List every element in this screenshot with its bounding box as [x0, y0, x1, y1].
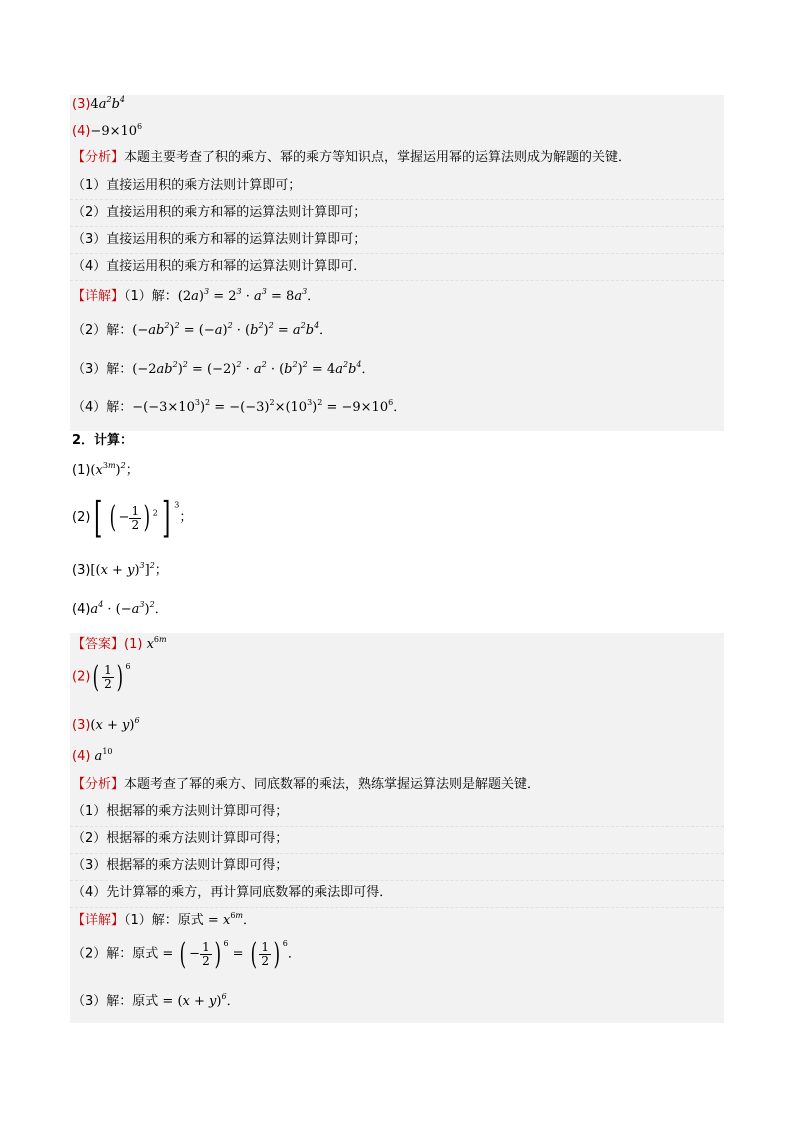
fraction: $\frac{1}{2}$	[202, 940, 210, 968]
paren-right: )	[273, 936, 281, 972]
q2-analysis-item: （1）根据幂的乘方法则计算即可得；	[72, 804, 289, 819]
answer-label: (2)	[72, 669, 91, 685]
answer-expr: $4a^2b^4$	[90, 95, 125, 112]
q2-analysis	[72, 776, 540, 794]
bracket-left: [	[94, 493, 103, 542]
fraction: $\frac{1}{2}$	[131, 503, 140, 532]
q1-answer-3	[72, 96, 125, 114]
separator	[70, 907, 724, 908]
answer-label: (3)	[72, 718, 91, 733]
analysis-tag: 【分析】	[72, 777, 125, 792]
q2-answer-3	[72, 717, 140, 735]
detail-prefix: （1）解：原式	[124, 913, 204, 928]
item-expr: $[(x + y)^3]^2$；	[90, 561, 168, 578]
q1-analysis-item: （2）直接运用积的乘方和幂的运算法则计算即可；	[72, 205, 367, 220]
answer-label: (4)	[72, 749, 91, 764]
q1-analysis-item: （1）直接运用积的乘方法则计算即可；	[72, 178, 302, 193]
detail-prefix: （1）解：	[124, 289, 178, 304]
q2-title: 2．计算：	[72, 433, 134, 448]
detail-expr: $(-2ab^2)^2 = (-2)^2 \cdot a^2 \cdot (b^2)^2 = 4a^2b^4$．	[132, 360, 375, 377]
item-label: (1)	[72, 463, 91, 478]
q2-detail-2: （2）解：原式 = ( − $\frac{1}{2}$ ) $^6$ = ( $\frac{1}{2}$ ) $^6$．	[72, 936, 301, 972]
analysis-text: 本题主要考查了积的乘方、幂的乘方等知识点，掌握运用幂的运算法则成为解题的关键．	[124, 150, 632, 165]
detail-prefix: （2）解：	[72, 323, 133, 338]
q1-answer-4	[72, 123, 142, 141]
q1-detail-1	[72, 288, 320, 306]
answer-label: (4)	[72, 124, 91, 139]
paren-right: )	[214, 936, 221, 972]
detail-expr: = $(x + y)^6$．	[158, 992, 240, 1009]
q2-item-4	[72, 601, 168, 619]
detail-prefix: （3）解：原式	[72, 994, 159, 1009]
answer-expr: $x^{6m}$	[142, 635, 167, 652]
answer-label: (3)	[72, 97, 91, 112]
q1-analysis-item: （4）直接运用积的乘方和幂的运算法则计算即可．	[72, 259, 367, 274]
analysis-tag: 【分析】	[72, 150, 125, 165]
q2-answer-1	[72, 636, 167, 654]
detail-tag: 【详解】	[72, 289, 125, 304]
q1-detail-3	[72, 361, 375, 379]
item-expr: $a^4 \cdot (-a^3)^2$．	[90, 600, 168, 617]
separator	[70, 199, 724, 200]
separator	[70, 880, 724, 881]
q2-answer-2: (2)( $\frac{1}{2}$ ) $^6$	[72, 659, 131, 695]
paren-left: (	[93, 659, 100, 695]
item-label: (3)	[72, 563, 91, 578]
detail-tag: 【详解】	[72, 913, 125, 928]
answer-expr: $(x + y)^6$	[90, 716, 140, 733]
bracket-right: ]	[161, 493, 171, 542]
detail-expr: $(-ab^2)^2 = (-a)^2 \cdot (b^2)^2 = a^2b^4$．	[132, 321, 333, 338]
item-label: (4)	[72, 602, 91, 617]
separator	[70, 826, 724, 827]
q2-answer-4	[72, 748, 113, 766]
detail-prefix: （4）解：	[72, 400, 133, 415]
q2-detail-3	[72, 993, 240, 1011]
q2-analysis-item: （2）根据幂的乘方法则计算即可得；	[72, 831, 289, 846]
q1-detail-4	[72, 399, 406, 417]
detail-prefix: （3）解：	[72, 362, 133, 377]
paren-left: (	[180, 936, 187, 972]
analysis-text: 本题考查了幂的乘方、同底数幂的乘法，熟练掌握运算法则是解题关键．	[124, 777, 541, 792]
fraction: $\frac{1}{2}$	[104, 663, 112, 691]
item-expr: $(x^{3m})^2$；	[90, 461, 139, 478]
separator	[70, 280, 724, 281]
detail-expr: = $x^{6m}$．	[203, 911, 257, 928]
answer-expr: $a^{10}$	[90, 747, 113, 764]
q1-detail-2	[72, 322, 332, 340]
paren-right: )	[116, 659, 123, 695]
detail-prefix: （2）解：原式	[72, 946, 159, 962]
q1-analysis-item: （3）直接运用积的乘方和幂的运算法则计算即可；	[72, 232, 367, 247]
q1-analysis	[72, 149, 631, 167]
paren-right: )	[143, 500, 151, 535]
paren-left: (	[250, 936, 257, 972]
detail-expr: $-(-3\times 10^3)^2 = -(-3)^2\times(10^3)^2 = -9\times 10^6$．	[132, 398, 407, 415]
separator	[70, 226, 724, 227]
q2-analysis-item: （4）先计算幂的乘方，再计算同底数幂的乘法即可得．	[72, 885, 393, 900]
q2-detail-1	[72, 912, 256, 930]
paren-left: (	[109, 500, 116, 535]
separator	[70, 253, 724, 254]
separator	[70, 853, 724, 854]
answer-tag: 【答案】	[72, 637, 125, 652]
answer-expr: $-9\times 10^6$	[90, 122, 143, 139]
item-label: (2)	[72, 510, 91, 525]
detail-expr: $(2a)^3 = 2^3 \cdot a^3 = 8a^3$．	[177, 287, 321, 304]
fraction: $\frac{1}{2}$	[261, 940, 270, 968]
q2-analysis-item: （3）根据幂的乘方法则计算即可得；	[72, 858, 289, 873]
q2-item-2: (2)[ ( − $\frac{1}{2}$ ) $^2$] $^3$；	[72, 493, 193, 542]
answer-label: (1)	[124, 637, 143, 652]
q2-item-3	[72, 562, 168, 580]
q2-item-1	[72, 462, 139, 480]
